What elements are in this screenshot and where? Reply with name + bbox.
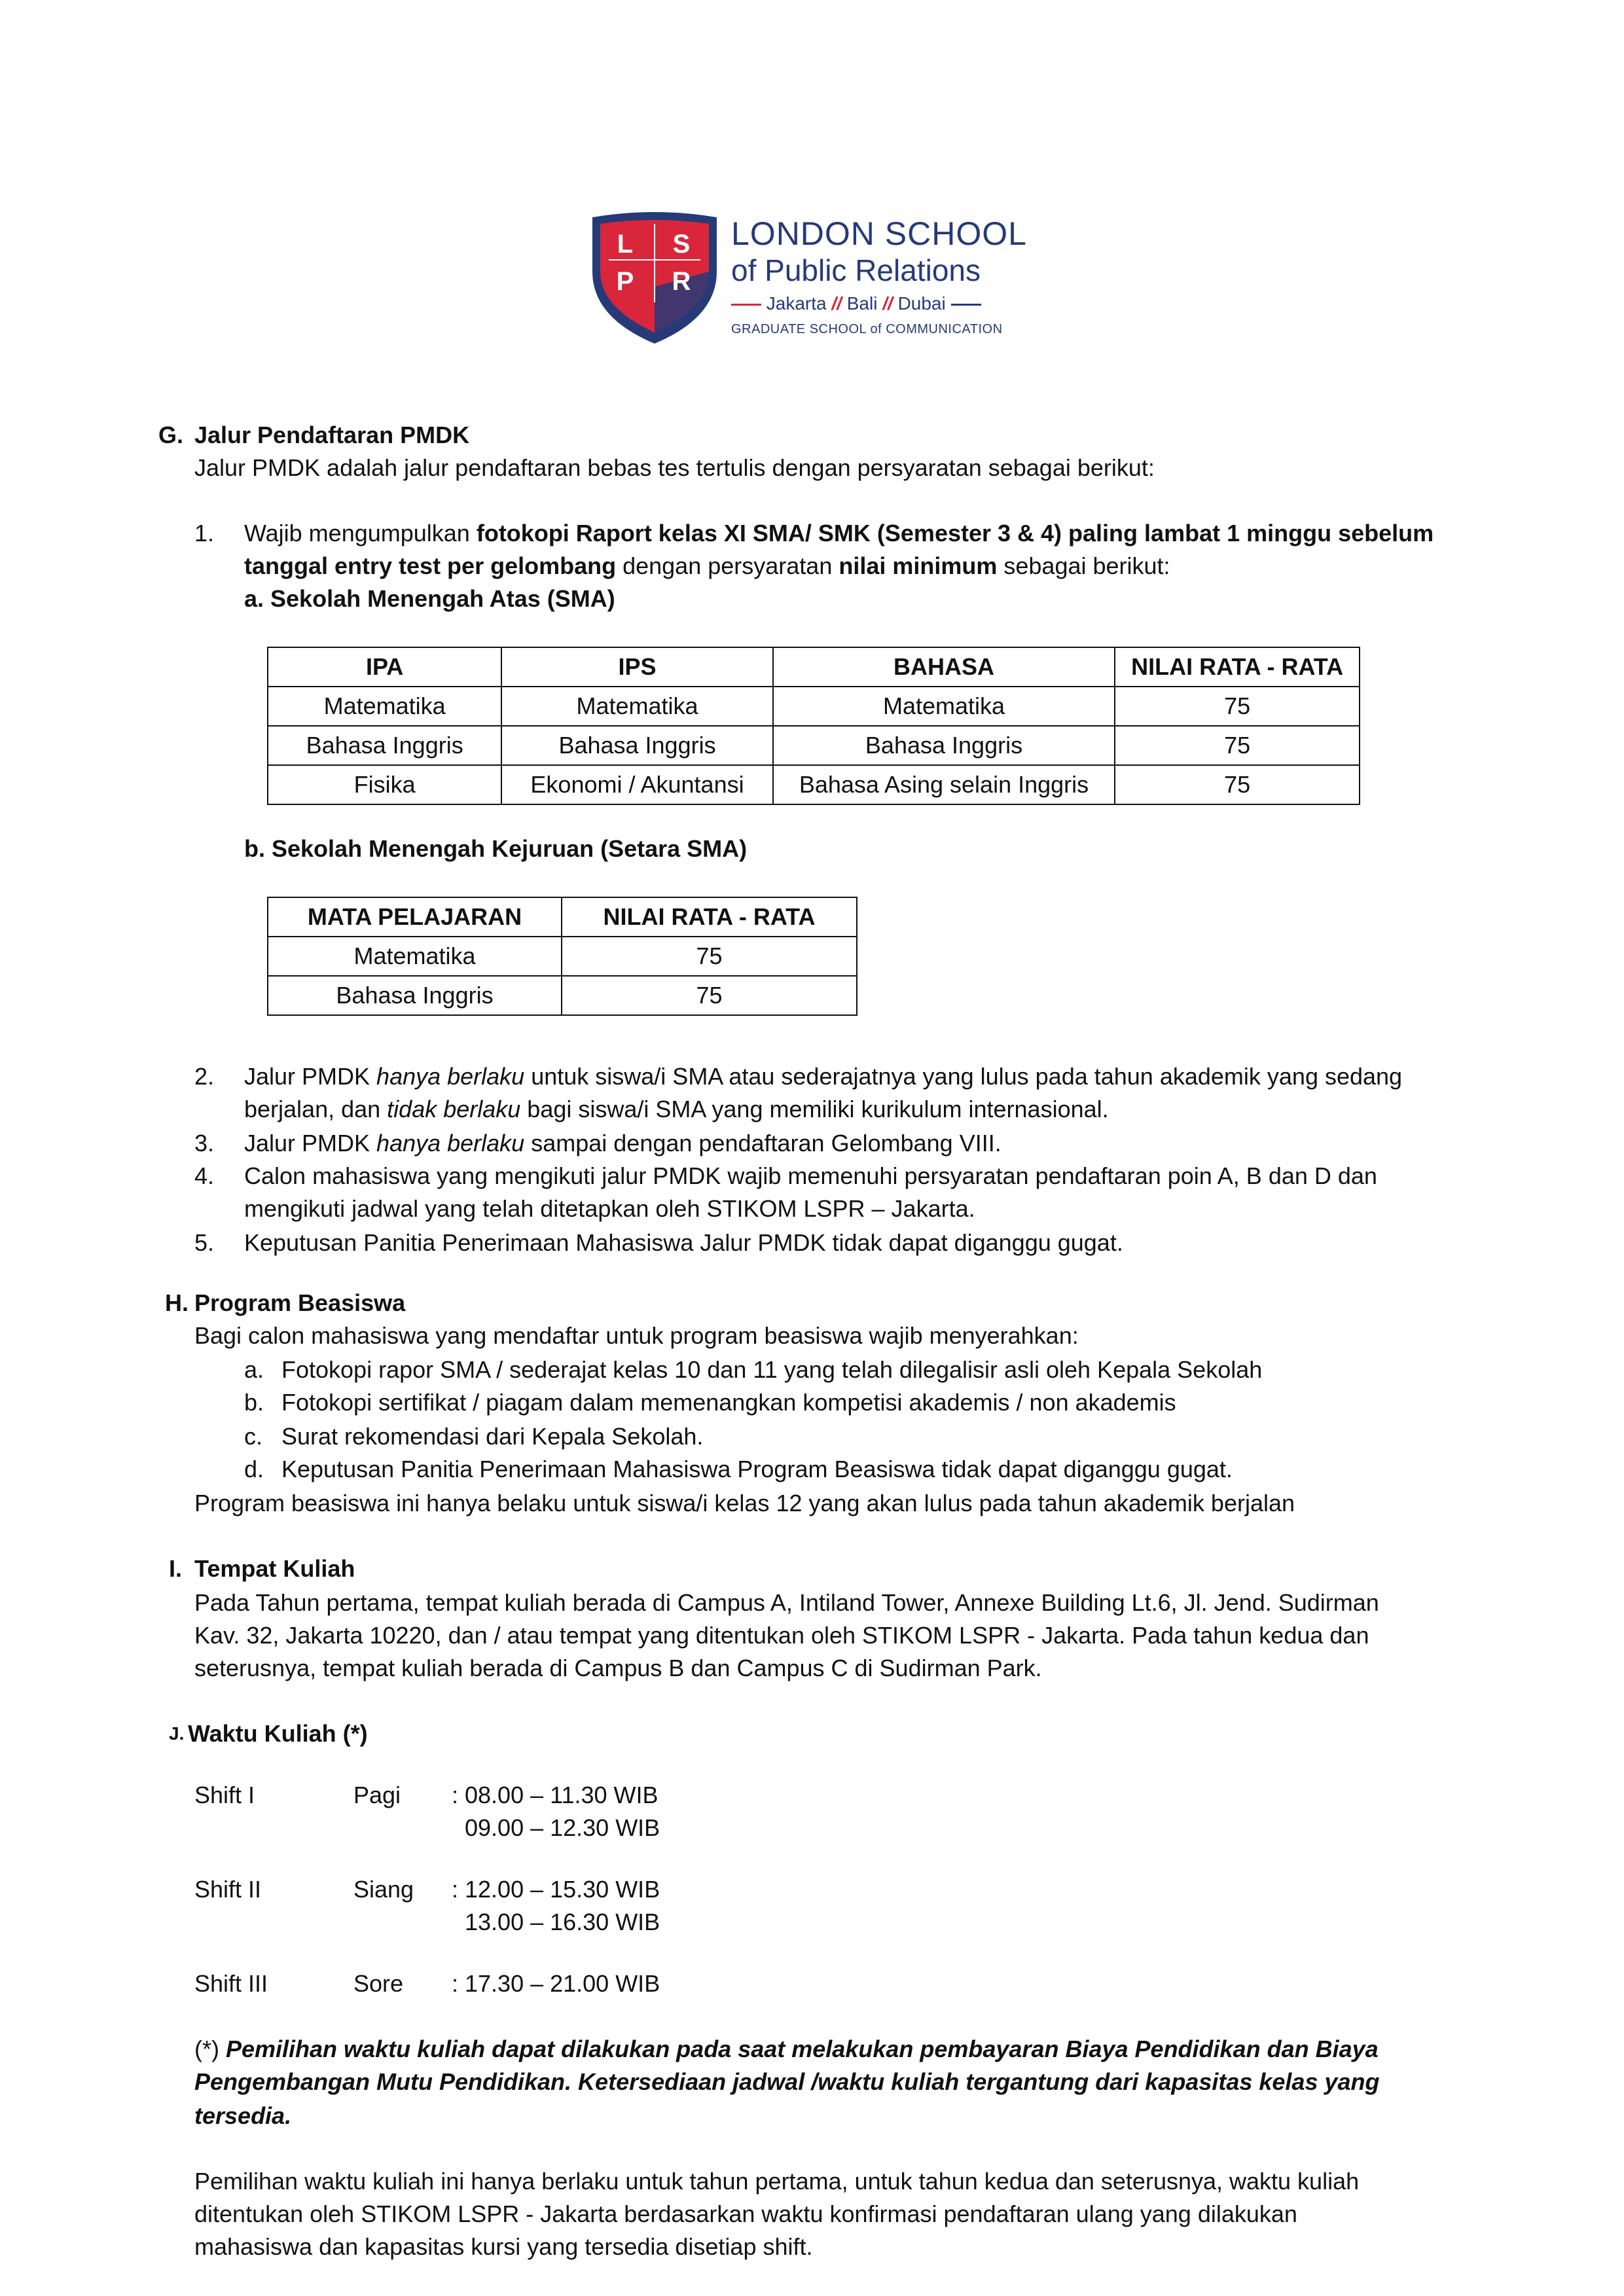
table-header-row xyxy=(268,897,857,937)
item-2-text: berjalan, dan xyxy=(244,1096,388,1122)
table-row xyxy=(268,726,1360,765)
table-cell: Bahasa Inggris xyxy=(268,976,562,1015)
item-3-text: Jalur PMDK xyxy=(244,1130,377,1157)
beasiswa-item-a-mark: a. xyxy=(244,1356,264,1383)
footnote-mark: (*) xyxy=(194,2036,226,2062)
shift-1-label: Shift I xyxy=(194,1782,255,1808)
logo-tagline: GRADUATE SCHOOL of COMMUNICATION xyxy=(731,322,1003,336)
item-1-line-2 xyxy=(244,550,1170,583)
section-i-line-1: Pada Tahun pertama, tempat kuliah berada di Campus A, Intiland Tower, Annexe Building Lt.6, Jl. Jend. Sudirman xyxy=(194,1589,1379,1616)
closing-line-3: mahasiswa dan kapasitas kursi yang tersedia disetiap shift. xyxy=(194,2233,813,2260)
item-2-text: Jalur PMDK xyxy=(244,1063,377,1090)
sma-grade-table xyxy=(267,647,1360,805)
section-h-title: Program Beasiswa xyxy=(194,1289,406,1316)
item-1-text: Wajib mengumpulkan xyxy=(244,520,477,547)
table-cell: Matematika xyxy=(268,687,501,726)
shift-2-time-1: : 12.00 – 15.30 WIB xyxy=(452,1876,660,1903)
item-2-text: bagi siswa/i SMA yang memiliki kurikulum internasional. xyxy=(520,1096,1109,1122)
beasiswa-item-b-mark: b. xyxy=(244,1389,264,1416)
item-1-bold: tanggal entry test per gelombang xyxy=(244,552,617,579)
logo-separator: // xyxy=(831,293,842,314)
table-header-cell: MATA PELAJARAN xyxy=(268,897,562,937)
table-cell: Bahasa Inggris xyxy=(501,726,772,765)
item-1-text: dengan persyaratan xyxy=(616,552,839,579)
item-2-text: untuk siswa/i SMA atau sederajatnya yang lulus pada tahun akademik yang sedang xyxy=(524,1063,1403,1090)
subheading-sma: a. Sekolah Menengah Atas (SMA) xyxy=(244,585,615,612)
section-h-intro: Bagi calon mahasiswa yang mendaftar untuk program beasiswa wajib menyerahkan: xyxy=(194,1322,1079,1349)
closing-line-2: ditentukan oleh STIKOM LSPR - Jakarta berdasarkan waktu konfirmasi pendaftaran ulang yang dilakukan xyxy=(194,2200,1297,2227)
smk-grade-table xyxy=(267,897,857,1016)
logo-letter-s: S xyxy=(672,230,691,259)
table-header-cell: NILAI RATA - RATA xyxy=(1115,647,1360,687)
item-2-italic: hanya berlaku xyxy=(376,1063,525,1090)
section-i-title: Tempat Kuliah xyxy=(194,1555,355,1582)
footnote-text: Pemilihan waktu kuliah dapat dilakukan pada saat melakukan pembayaran Biaya Pendidikan dan Biaya xyxy=(226,2036,1379,2062)
table-cell: Bahasa Inggris xyxy=(268,726,501,765)
item-3-line xyxy=(244,1127,1001,1160)
logo-line-1: LONDON SCHOOL xyxy=(731,215,1027,252)
item-2-number: 2. xyxy=(194,1063,215,1090)
beasiswa-item-c-mark: c. xyxy=(244,1423,263,1450)
logo-letter-p: P xyxy=(616,267,634,296)
item-1-text: sebagai berikut: xyxy=(997,552,1170,579)
table-cell: Matematika xyxy=(268,937,562,976)
item-2-italic: tidak berlaku xyxy=(387,1096,521,1122)
item-4-line-2: mengikuti jadwal yang telah ditetapkan oleh STIKOM LSPR – Jakarta. xyxy=(244,1195,975,1222)
table-cell: 75 xyxy=(1115,765,1360,804)
shift-1-period: Pagi xyxy=(353,1782,401,1808)
table-cell: Bahasa Asing selain Inggris xyxy=(773,765,1115,804)
section-j-letter: J. xyxy=(169,1723,185,1744)
beasiswa-item-d: Keputusan Panitia Penerimaan Mahasiswa Program Beasiswa tidak dapat diganggu gugat. xyxy=(281,1456,1233,1482)
logo-letter-r: R xyxy=(672,267,691,296)
shift-3-label: Shift III xyxy=(194,1970,268,1997)
lspr-shield-logo xyxy=(586,209,723,347)
table-cell: Bahasa Inggris xyxy=(773,726,1115,765)
section-j-title: Waktu Kuliah (*) xyxy=(188,1720,368,1747)
table-cell: Ekonomi / Akuntansi xyxy=(501,765,772,804)
section-i-line-3: seterusnya, tempat kuliah berada di Campus B dan Campus C di Sudirman Park. xyxy=(194,1655,1042,1681)
section-i-line-2: Kav. 32, Jakarta 10220, dan / atau tempat yang ditentukan oleh STIKOM LSPR - Jakarta. Pada tahun kedua dan xyxy=(194,1622,1369,1649)
table-row xyxy=(268,687,1360,726)
beasiswa-item-b: Fotokopi sertifikat / piagam dalam memenangkan kompetisi akademis / non akademis xyxy=(281,1389,1176,1416)
table-header-cell: NILAI RATA - RATA xyxy=(562,897,857,937)
table-row xyxy=(268,937,857,976)
table-header-cell: BAHASA xyxy=(773,647,1115,687)
section-g-letter: G. xyxy=(158,422,184,448)
beasiswa-item-d-mark: d. xyxy=(244,1456,264,1482)
item-4-line-1: Calon mahasiswa yang mengikuti jalur PMDK wajib memenuhi persyaratan pendaftaran poin A, B dan D dan xyxy=(244,1162,1377,1189)
item-2-line-1 xyxy=(244,1060,1402,1093)
beasiswa-item-a: Fotokopi rapor SMA / sederajat kelas 10 dan 11 yang telah dilegalisir asli oleh Kepala Sekolah xyxy=(281,1356,1263,1383)
shift-1-time-2: 09.00 – 12.30 WIB xyxy=(465,1814,660,1841)
item-1-bold: nilai minimum xyxy=(839,552,998,579)
table-row xyxy=(268,976,857,1015)
beasiswa-note: Program beasiswa ini hanya belaku untuk siswa/i kelas 12 yang akan lulus pada tahun akademik berjalan xyxy=(194,1490,1295,1516)
shift-2-time-2: 13.00 – 16.30 WIB xyxy=(465,1909,660,1935)
table-cell: Matematika xyxy=(501,687,772,726)
table-header-row xyxy=(268,647,1360,687)
logo-separator: // xyxy=(882,293,893,314)
subheading-smk: b. Sekolah Menengah Kejuruan (Setara SMA) xyxy=(244,835,748,862)
item-3-text: sampai dengan pendaftaran Gelombang VIII. xyxy=(524,1130,1001,1157)
item-3-italic: hanya berlaku xyxy=(376,1130,525,1157)
item-2-line-2 xyxy=(244,1093,1109,1126)
table-cell: 75 xyxy=(562,937,857,976)
logo-line-2: of Public Relations xyxy=(731,253,981,287)
section-g-title: Jalur Pendaftaran PMDK xyxy=(194,422,470,448)
logo-city-dubai: Dubai xyxy=(897,293,946,314)
logo-city-jakarta: Jakarta xyxy=(766,293,827,314)
table-cell: Matematika xyxy=(773,687,1115,726)
item-4-number: 4. xyxy=(194,1162,215,1189)
item-1-number: 1. xyxy=(194,520,215,547)
shift-3-time-1: : 17.30 – 21.00 WIB xyxy=(452,1970,660,1997)
logo-cities xyxy=(731,293,981,314)
logo-city-bali: Bali xyxy=(846,293,878,314)
table-cell: Fisika xyxy=(268,765,501,804)
item-3-number: 3. xyxy=(194,1130,215,1157)
item-5-number: 5. xyxy=(194,1229,215,1256)
item-1-line-1 xyxy=(244,517,1434,550)
item-1-bold: fotokopi Raport kelas XI SMA/ SMK (Semester 3 & 4) paling lambat 1 minggu sebelum xyxy=(476,520,1434,547)
footnote-line-2: Pengembangan Mutu Pendidikan. Ketersediaan jadwal /waktu kuliah tergantung dari kapasitas kelas yang xyxy=(194,2068,1380,2095)
table-header-cell: IPA xyxy=(268,647,501,687)
logo-letter-l: L xyxy=(617,230,634,259)
closing-line-1: Pemilihan waktu kuliah ini hanya berlaku untuk tahun pertama, untuk tahun kedua dan seterusnya, waktu kuliah xyxy=(194,2168,1360,2195)
table-cell: 75 xyxy=(1115,687,1360,726)
section-h-letter: H. xyxy=(165,1289,189,1316)
table-row xyxy=(268,765,1360,804)
shift-2-period: Siang xyxy=(353,1876,414,1903)
shift-2-label: Shift II xyxy=(194,1876,262,1903)
shift-1-time-1: : 08.00 – 11.30 WIB xyxy=(452,1782,659,1808)
table-cell: 75 xyxy=(1115,726,1360,765)
footnote-line-1 xyxy=(194,2033,1379,2066)
section-g-intro: Jalur PMDK adalah jalur pendaftaran bebas tes tertulis dengan persyaratan sebagai berikut: xyxy=(194,454,1155,481)
shift-3-period: Sore xyxy=(353,1970,404,1997)
table-cell: 75 xyxy=(562,976,857,1015)
table-header-cell: IPS xyxy=(501,647,772,687)
section-i-letter: I. xyxy=(169,1555,183,1582)
lspr-logo xyxy=(586,209,1057,347)
footnote-line-3: tersedia. xyxy=(194,2102,292,2129)
beasiswa-item-c: Surat rekomendasi dari Kepala Sekolah. xyxy=(281,1423,704,1450)
item-5-line: Keputusan Panitia Penerimaan Mahasiswa Jalur PMDK tidak dapat diganggu gugat. xyxy=(244,1229,1123,1256)
